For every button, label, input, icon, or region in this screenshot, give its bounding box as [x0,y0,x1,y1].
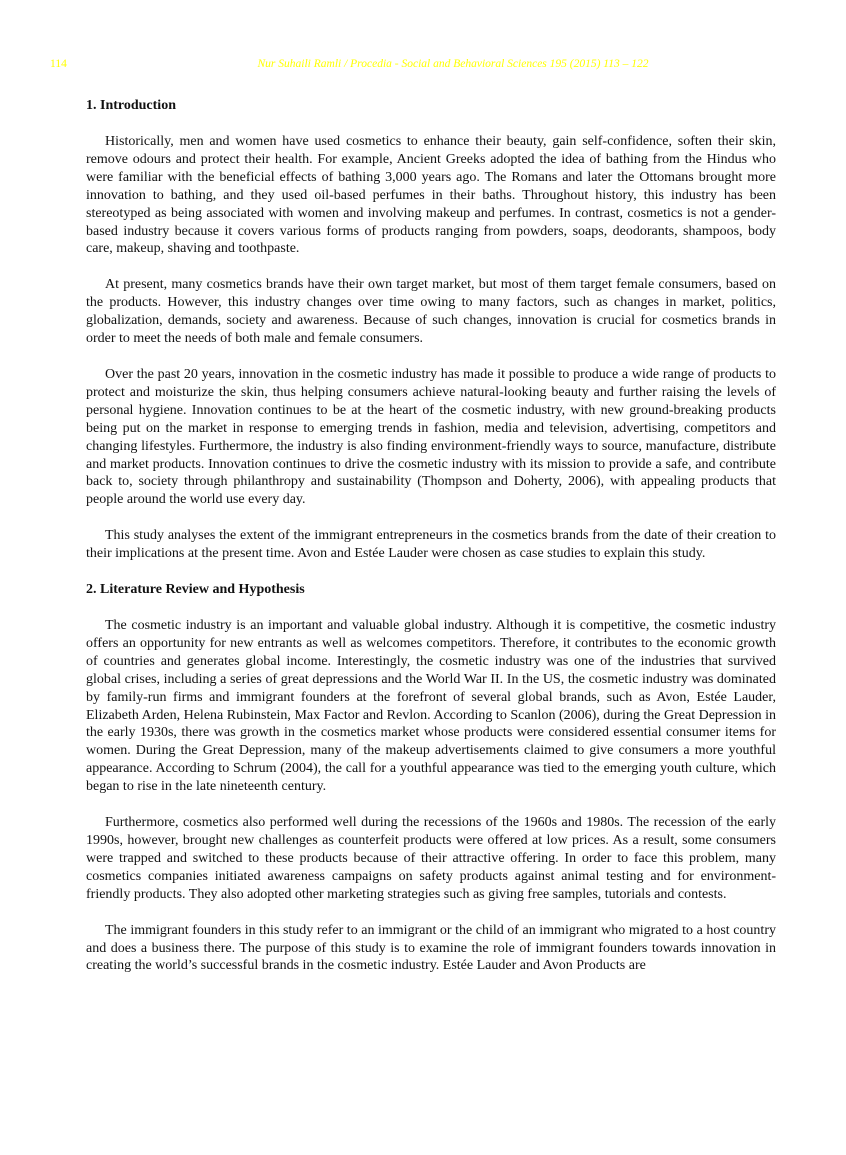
article-body [86,97,776,975]
paragraph: This study analyses the extent of the immigrant entrepreneurs in the cosmetics brands from the date of their creation to their implications at the present time. Avon and Estée Lauder were chosen as case studies to explain this study. [86,528,776,562]
section-heading-literature-review: 2. Literature Review and Hypothesis [86,582,305,598]
page-number: 114 [50,58,67,70]
paragraph: Furthermore, cosmetics also performed well during the recessions of the 1960s and 1980s. The recession of the early 1990s, however, brought new challenges as counterfeit products were offered at low prices. As a result, some consumers were trapped and switched to these products because of their attractive offering. In order to face this problem, many cosmetics companies initiated awareness campaigns on safety products against animal testing and for environment-friendly products. They also adopted other marketing strategies such as giving free samples, tutorials and contests. [86,815,776,902]
section-heading-introduction: 1. Introduction [86,98,176,113]
paragraph: Over the past 20 years, innovation in the cosmetic industry has made it possible to produce a wide range of products to protect and moisturize the skin, thus helping consumers achieve natural-looking beauty and further raising the levels of personal hygiene. Innovation continues to be at the heart of the cosmetic industry, with new ground-breaking products being put on the market in response to emerging trends in fashion, media and television, advertising, competitors and changing lifestyles. Furthermore, the industry is also finding environment-friendly ways to source, manufacture, distribute and market products. Innovation continues to drive the cosmetic industry with its mission to provide a safe, and contribute back to, society through philanthropy and sustainability (Thompson and Doherty, 2006), with appealing products that people around the world use every day. [86,366,776,508]
paragraph: Historically, men and women have used cosmetics to enhance their beauty, gain self-confidence, soften their skin, remove odours and protect their health. For example, Ancient Greeks adopted the idea of bathing from the Hindus who were familiar with the beneficial effects of bathing 3,000 years ago. The Romans and later the Ottomans brought more innovation to bathing, and they used oil-based perfumes in their baths. Throughout history, this industry has been stereotyped as being associated with women and involving makeup and perfumes. In contrast, cosmetics is not a gender-based industry because it covers various forms of products ranging from powders, soaps, deodorants, shampoos, body care, makeup, shaving and toothpaste. [86,134,776,257]
paragraph: The immigrant founders in this study refer to an immigrant or the child of an immigrant who migrated to a host country and does a business there. The purpose of this study is to examine the role of immigrant founders towards innovation in creating the world’s successful brands in the cosmetic industry. Estée Lauder and Avon Products are [86,922,776,974]
running-header [0,58,846,74]
paragraph: At present, many cosmetics brands have their own target market, but most of them target female consumers, based on the products. However, this industry changes over time owing to many factors, such as changes in market, politics, globalization, demands, society and awareness. Because of such changes, innovation is crucial for cosmetics brands in order to meet the needs of both male and female consumers. [86,277,776,347]
journal-reference: Nur Suhaili Ramli / Procedia - Social and Behavioral Sciences 195 (2015) 113 – 122 [257,58,649,70]
paragraph: The cosmetic industry is an important and valuable global industry. Although it is competitive, the cosmetic industry offers an opportunity for new entrants as well as welcomes competitors. Therefore, it contributes to the economic growth of countries and generates global income. Interestingly, the cosmetic industry was one of the industries that survived global crises, including a series of great depressions and the World War II. In the US, the cosmetic industry was dominated by family-run firms and immigrant founders at the forefront of several global brands, such as Avon, Estée Lauder, Elizabeth Arden, Helena Rubinstein, Max Factor and Revlon. According to Scanlon (2006), during the Great Depression in the early 1930s, there was growth in the cosmetics market whose products were considered essential consumer items for women. During the Great Depression, many of the makeup advertisements claimed to give consumers a more youthful appearance. According to Schrum (2004), the call for a youthful appearance was tied to the emerging youth culture, which began to rise in the late nineteenth century. [86,618,776,795]
